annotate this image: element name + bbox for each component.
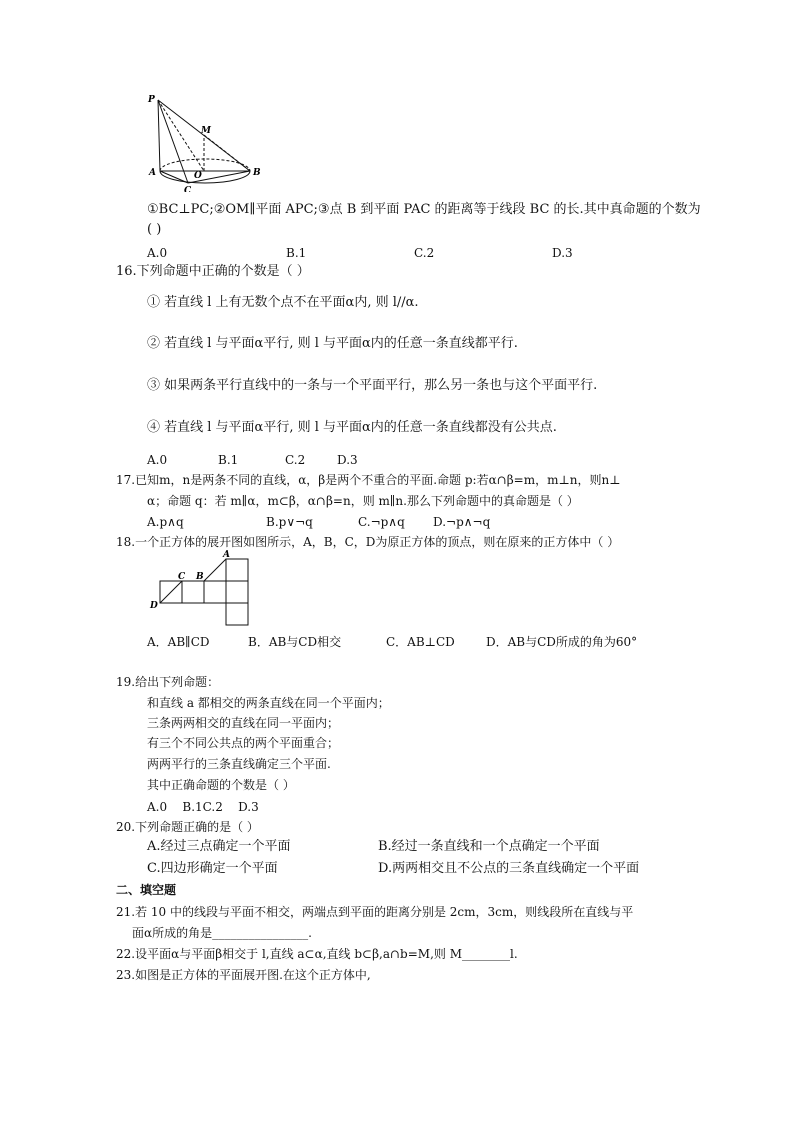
q18-option-d: D．AB与CD所成的角为60° <box>486 635 638 649</box>
label-b: B <box>196 572 204 582</box>
q16-item-1: ① 若直线 l 上有无数个点不在平面α内, 则 l//α. <box>147 295 419 310</box>
q23-text: 23.如图是正方体的平面展开图.在这个正方体中, <box>116 968 371 982</box>
q19-item-4: 两两平行的三条直线确定三个平面. <box>147 757 331 771</box>
q16-option-c: C.2 <box>285 453 306 467</box>
q18-option-a: A．AB∥CD <box>147 635 210 649</box>
q19-stem: 19.给出下列命题： <box>116 675 220 689</box>
q19-item-1: 和直线 a 都相交的两条直线在同一个平面内； <box>147 696 390 710</box>
section-title: 二、填空题 <box>116 883 177 897</box>
q20-option-b: B.经过一条直线和一个点确定一个平面 <box>378 839 600 854</box>
label-c: C <box>184 186 192 192</box>
cube-net-figure <box>145 546 255 630</box>
q16-item-4: ④ 若直线 l 与平面α平行, 则 l 与平面α内的任意一条直线都没有公共点. <box>147 420 557 435</box>
q16-option-d: D.3 <box>337 453 358 467</box>
q15-option-d: D.3 <box>552 246 573 260</box>
label-a: A <box>149 168 156 178</box>
q21-line-2: 面α所成的角是________________. <box>132 926 312 940</box>
label-b: B <box>253 168 261 178</box>
q15-option-a: A.0 <box>147 246 168 260</box>
q19-options: A.0 B.1C.2 D.3 <box>147 800 259 814</box>
q17-option-b: B.p∨¬q <box>266 515 313 529</box>
q17-option-d: D.¬p∧¬q <box>433 515 491 529</box>
q15-option-c: C.2 <box>414 246 435 260</box>
q21-line-1: 21.若 10 中的线段与平面不相交，两端点到平面的距离分别是 2cm，3cm，则线段所在直线与平 <box>116 905 634 919</box>
label-p: P <box>148 95 155 105</box>
q16-stem: 16.下列命题中正确的个数是（ ） <box>116 264 310 279</box>
label-a: A <box>223 550 230 560</box>
q17-line-1: 17.已知m，n是两条不同的直线，α，β是两个不重合的平面.命题 p:若α∩β=m，m⊥n，则n⊥ <box>116 473 621 487</box>
q20-stem: 20.下列命题正确的是（ ） <box>116 820 259 834</box>
q18-stem: 18.一个正方体的展开图如图所示，A，B，C，D为原正方体的顶点，则在原来的正方体中（ ） <box>116 535 620 549</box>
q16-option-a: A.0 <box>147 453 168 467</box>
q20-option-d: D.两两相交且不公点的三条直线确定一个平面 <box>378 861 640 876</box>
q19-ask: 其中正确命题的个数是（ ） <box>147 778 295 792</box>
q19-item-2: 三条两两相交的直线在同一平面内； <box>147 716 340 730</box>
q18-option-b: B．AB与CD相交 <box>248 635 342 649</box>
label-c: C <box>178 572 186 582</box>
q15-option-b: B.1 <box>286 246 307 260</box>
q17-option-a: A.p∧q <box>147 515 184 529</box>
label-o: O <box>194 171 202 181</box>
label-d: D <box>150 601 158 611</box>
q15-paren: ( ) <box>147 222 162 237</box>
q15-stem: ①BC⊥PC;②OM∥平面 APC;③点 B 到平面 PAC 的距离等于线段 BC 的长.其中真命题的个数为 <box>147 202 701 217</box>
q18-option-c: C．AB⊥CD <box>386 635 455 649</box>
q17-option-c: C.¬p∧q <box>358 515 405 529</box>
q16-item-3: ③ 如果两条平行直线中的一条与一个平面平行，那么另一条也与这个平面平行. <box>147 378 598 393</box>
q17-line-2: α；命题 q：若 m∥α，m⊂β，α∩β=n，则 m∥n.那么下列命题中的真命题是（ ） <box>147 494 579 508</box>
q20-option-c: C.四边形确定一个平面 <box>147 861 278 876</box>
label-m: M <box>201 126 211 136</box>
q16-option-b: B.1 <box>218 453 239 467</box>
q22-text: 22.设平面α与平面β相交于 l,直线 a⊂α,直线 b⊂β,a∩b=M,则 M________l. <box>116 947 518 961</box>
cone-figure <box>144 92 269 192</box>
q16-item-2: ② 若直线 l 与平面α平行, 则 l 与平面α内的任意一条直线都平行. <box>147 336 518 351</box>
q19-item-3: 有三个不同公共点的两个平面重合； <box>147 736 340 750</box>
q20-option-a: A.经过三点确定一个平面 <box>147 839 291 854</box>
